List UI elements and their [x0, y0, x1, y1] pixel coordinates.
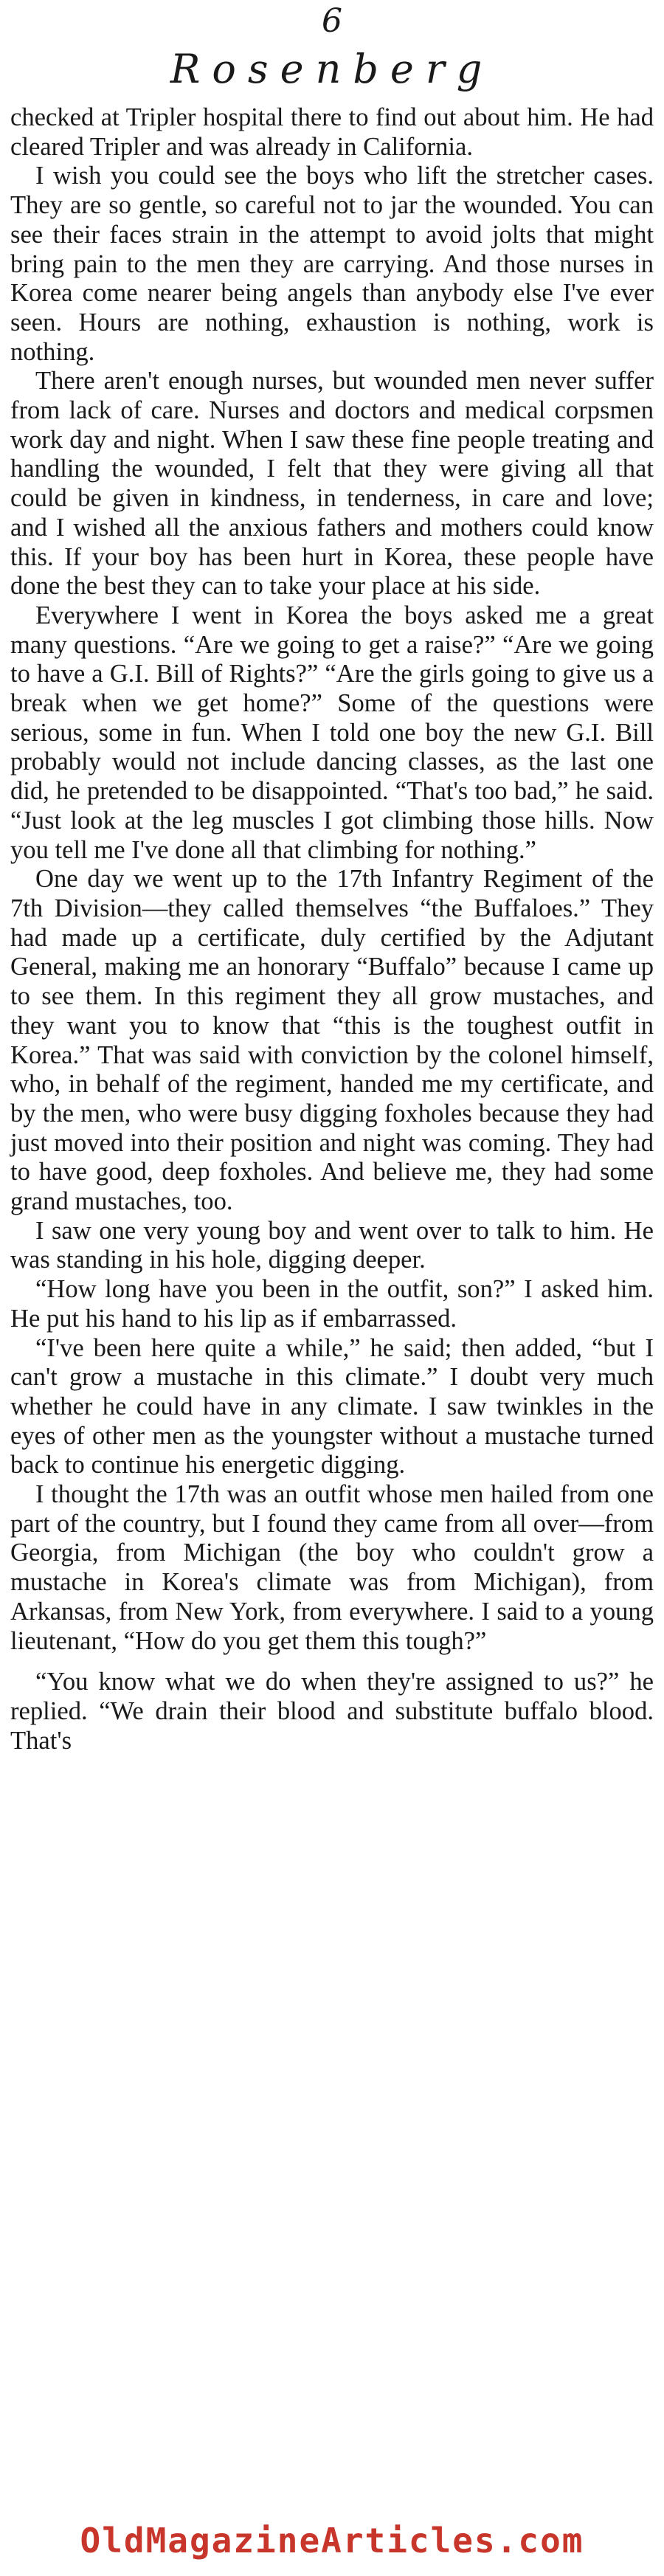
article-paragraph: checked at Tripler hospital there to find out about him. He had cleared Tripler and was already in California.: [10, 103, 654, 161]
article-paragraph: I thought the 17th was an outfit whose men hailed from one part of the country, but I found they came from all over—from Georgia, from Michigan (the boy who couldn't grow a mustache in Korea's climate was from Michigan), from Arkansas, from New York, from everywhere. I said to a young lieutenant, “How do you get them this tough?”: [10, 1480, 654, 1655]
article-paragraph: I wish you could see the boys who lift the stretcher cases. They are so gentle, so careful not to jar the wounded. You can see their faces strain in the attempt to avoid jolts that might bring pain to the men they are carrying. And those nurses in Korea come nearer being angels than anybody else I've ever seen. Hours are nothing, exhaustion is nothing, work is nothing.: [10, 162, 654, 366]
running-head-author: Rosenberg: [170, 46, 494, 92]
article-paragraph: Everywhere I went in Korea the boys asked me a great many questions. “Are we going to get a raise?” “Are we going to have a G.I. Bill of Rights?” “Are the girls going to give us a break when we get home?” Some of the questions were serious, some in fun. When I told one boy the new G.I. Bill probably would not include dancing classes, as the last one did, he pretended to be disappointed. “That's too bad,” he said. “Just look at the leg muscles I got climbing those hills. Now you tell me I've done all that climbing for nothing.”: [10, 601, 654, 864]
article-paragraph: There aren't enough nurses, but wounded men never suffer from lack of care. Nurses and doctors and medical corpsmen work day and night. When I saw these fine people treating and handling the wounded, I felt that they were giving all that could be given in kindness, in tenderness, in care and love; and I wished all the anxious fathers and mothers could know this. If your boy has been hurt in Korea, these people have done the best they can to take your place at his side.: [10, 367, 654, 601]
site-watermark: OldMagazineArticles.com: [80, 2521, 584, 2561]
article-paragraph: “How long have you been in the outfit, son?” I asked him. He put his hand to his lip as if embarrassed.: [10, 1275, 654, 1333]
article-paragraph: “I've been here quite a while,” he said; then added, “but I can't grow a mustache in this climate.” I doubt very much whether he could have in any climate. I saw twinkles in the eyes of other men as the youngster without a mustache turned back to continue his energetic digging.: [10, 1333, 654, 1479]
article-paragraph: I saw one very young boy and went over to talk to him. He was standing in his hole, digging deeper.: [10, 1216, 654, 1274]
page-number: 6: [322, 2, 342, 40]
article-paragraph: One day we went up to the 17th Infantry Regiment of the 7th Division—they called themselves “the Buffaloes.” They had made up a certificate, duly certified by the Adjutant General, making me an honorary “Buffalo” because I came up to see them. In this regiment they all grow mustaches, and they want you to know that “this is the toughest outfit in Korea.” That was said with conviction by the colonel himself, who, in behalf of the regiment, handed me my certificate, and by the men, who were busy digging foxholes because they had just moved into their position and night was coming. They had to have good, deep foxholes. And believe me, they had some grand mustaches, too.: [10, 865, 654, 1216]
article-body: [10, 103, 654, 1755]
article-paragraph: “You know what we do when they're assigned to us?” he replied. “We drain their blood and substitute buffalo blood. That's: [10, 1668, 654, 1755]
